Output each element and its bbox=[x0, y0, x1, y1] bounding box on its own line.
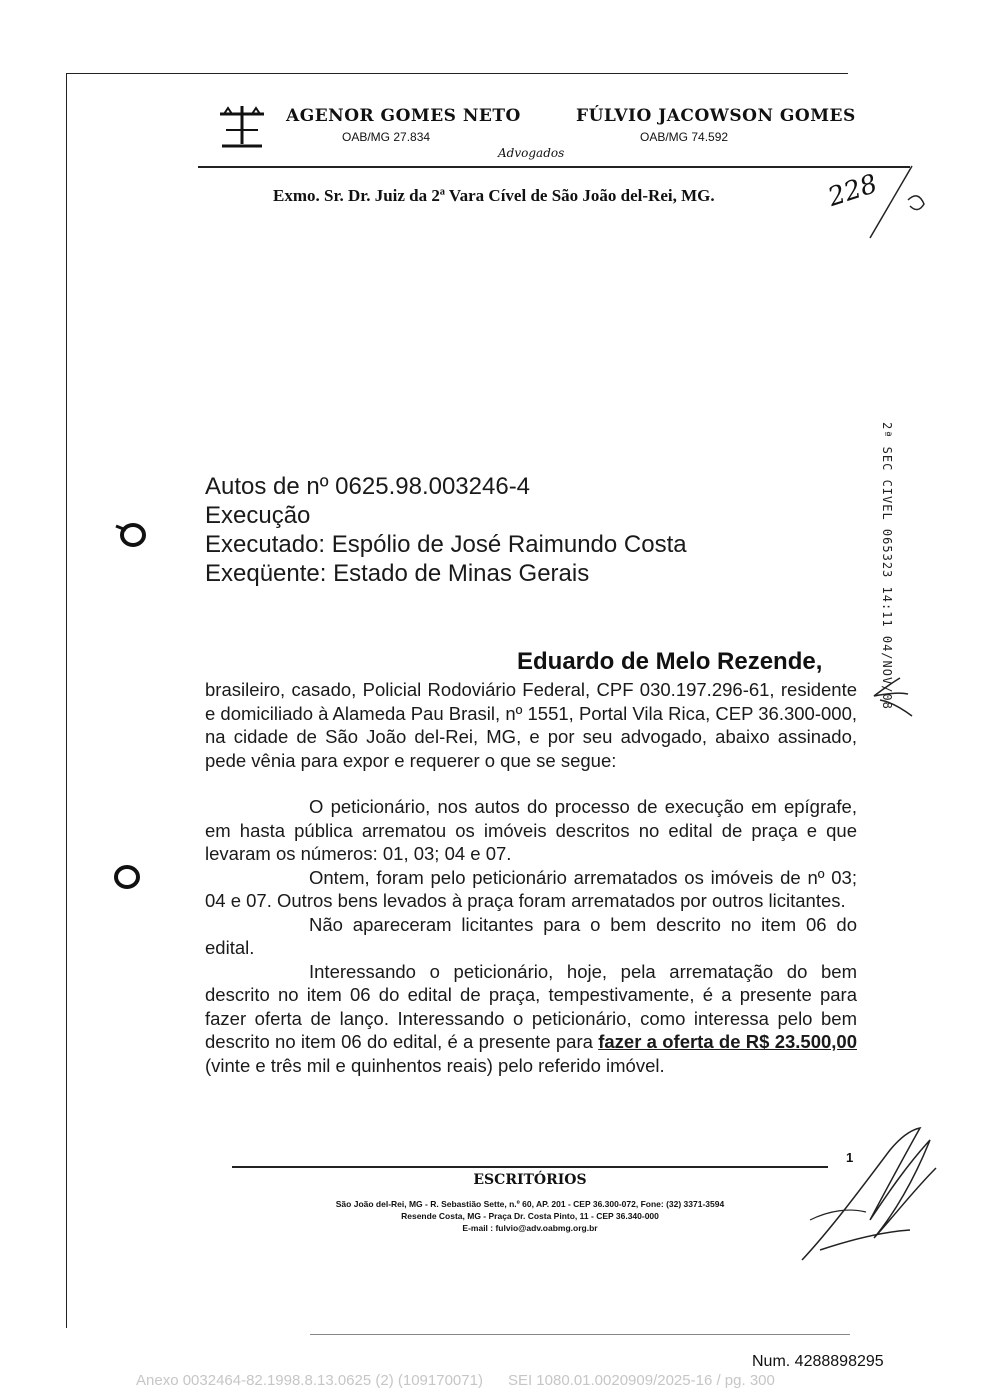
receipt-stamp: 2ª SEC CIVEL 065323 14:11 04/NOV/08 bbox=[880, 422, 894, 710]
office-sao-joao: São João del-Rei, MG - R. Sebastião Sette, n.º 60, AP. 201 - CEP 36.300-072, Fone: (32) 3371-3594 bbox=[335, 1199, 725, 1209]
office-email: E-mail : fulvio@adv.oabmg.org.br bbox=[462, 1223, 598, 1233]
case-defendant: Executado: Espólio de José Raimundo Costa bbox=[205, 531, 687, 558]
signature bbox=[790, 1120, 950, 1270]
footer-rule bbox=[232, 1166, 828, 1168]
paragraph-4 bbox=[205, 960, 857, 1078]
lawyers-role: Advogados bbox=[498, 146, 565, 160]
document-num: Num. 4288898295 bbox=[752, 1353, 884, 1370]
letterhead-rule bbox=[198, 166, 910, 168]
petitioner-name: Eduardo de Melo Rezende bbox=[517, 648, 816, 675]
office-resende-costa: Resende Costa, MG - Praça Dr. Costa Pinto, 11 - CEP 36.340-000 bbox=[401, 1211, 659, 1221]
watermark: Anexo 0032464-82.1998.8.13.0625 (2) (109170071) SEI 1080.01.0020909/2025-16 / pg. 300 bbox=[136, 1372, 775, 1389]
petitioner-name-line: Eduardo de Melo Rezende, bbox=[517, 648, 823, 675]
paragraph-3: Não apareceram licitantes para o bem descrito no item 06 do edital. bbox=[205, 913, 857, 958]
paragraph-4-end: (vinte e três mil e quinhentos reais) pelo referido imóvel. bbox=[205, 1054, 665, 1076]
case-number: Autos de nº 0625.98.003246-4 bbox=[205, 473, 531, 500]
scan-left-border bbox=[66, 73, 67, 1328]
punch-hole-mark bbox=[112, 862, 142, 890]
offer-amount: fazer a oferta de R$ 23.500,00 bbox=[598, 1031, 858, 1052]
paragraph-2: Ontem, foram pelo peticionário arrematados os imóveis de nº 03; 04 e 07. Outros bens levados à praça foram arrematados por outros licitantes. bbox=[205, 866, 857, 911]
scales-of-justice-icon bbox=[212, 104, 272, 152]
punch-hole-mark bbox=[114, 520, 148, 548]
footer-heading: ESCRITÓRIOS bbox=[473, 1172, 587, 1188]
lawyer-2-name: FÚLVIO JACOWSON GOMES bbox=[576, 106, 856, 126]
addressee: Exmo. Sr. Dr. Juiz da 2ª Vara Cível de São João del-Rei, MG. bbox=[273, 186, 715, 205]
handwritten-page-mark bbox=[820, 162, 930, 242]
intro-paragraph: brasileiro, casado, Policial Rodoviário Federal, CPF 030.197.296-61, residente e domiciliado à Alameda Pau Brasil, nº 1551, Portal Vila Rica, CEP 36.300-000, na cidade de São João del-Rei, MG, e por seu advogado, abaixo assinado, pede vênia para expor e requerer o que se segue: bbox=[205, 679, 857, 771]
scan-top-border bbox=[66, 73, 848, 74]
case-plaintiff: Exeqüente: Estado de Minas Gerais bbox=[205, 560, 590, 587]
scan-bottom-border bbox=[310, 1334, 850, 1335]
paragraph-1: O peticionário, nos autos do processo de execução em epígrafe, em hasta pública arrematou os imóveis descritos no edital de praça e que levaram os números: 01, 03; 04 e 07. bbox=[205, 796, 857, 864]
lawyer-1-name: AGENOR GOMES NETO bbox=[286, 106, 521, 126]
page-number: 1 bbox=[846, 1150, 854, 1165]
petition-body bbox=[205, 678, 857, 1077]
margin-initial bbox=[870, 670, 920, 720]
page-mark-text: 228 bbox=[824, 169, 882, 213]
footer-addresses bbox=[232, 1198, 828, 1234]
case-action: Execução bbox=[205, 502, 311, 529]
case-caption bbox=[205, 472, 687, 588]
lawyer-1-oab: OAB/MG 27.834 bbox=[342, 130, 431, 144]
lawyer-2-oab: OAB/MG 74.592 bbox=[640, 130, 729, 144]
paragraph-4-start: Interessando o peticionário, hoje, pela arrematação do bem descrito no item 06 do edital de praça, tempestivamente, é a presente para fazer oferta de lanço. Interessando o peticionário, como interessa pelo bem descrito no item 06 do edital, é a presente para bbox=[205, 960, 857, 1052]
